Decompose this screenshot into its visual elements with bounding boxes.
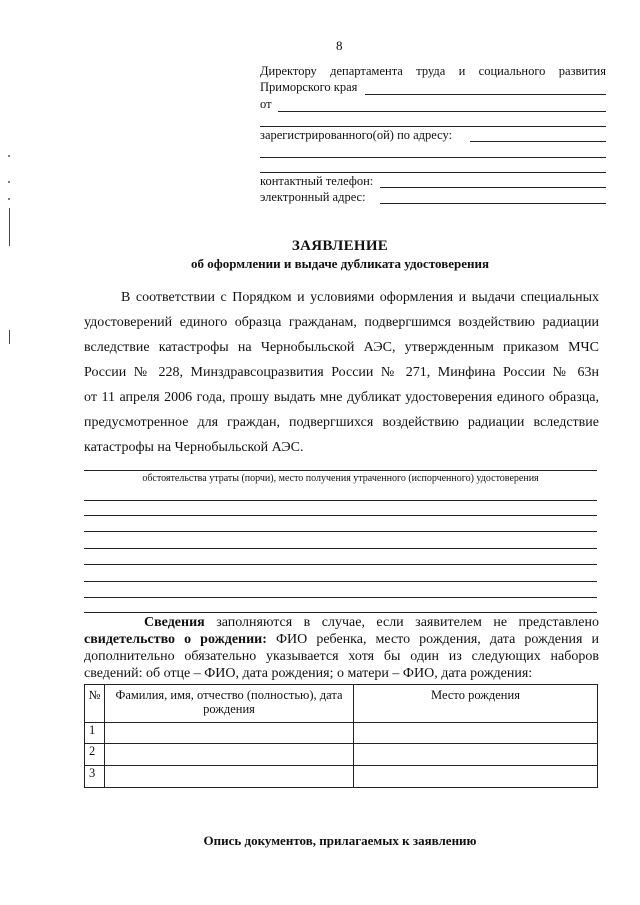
circumstances-line[interactable] <box>84 597 597 598</box>
body-line-7: катастрофы на Чернобыльской АЭС. <box>84 440 304 455</box>
body-line-5: от 11 апреля 2006 года, прошу выдать мне дубликат удостоверения единого образца, <box>84 390 599 405</box>
info-line-3: дополнительно обязательно указывается хотя бы один из следующих наборов <box>84 649 599 664</box>
body-line-6: предусмотренное для граждан, подвергшихся воздействию радиации вследствие <box>84 415 599 430</box>
table-header-num: № <box>85 685 105 723</box>
phone-label: контактный телефон: <box>260 174 374 188</box>
table-cell-name[interactable] <box>105 723 354 744</box>
info-line-2 <box>84 632 599 648</box>
margin-dot <box>8 155 10 157</box>
info-line-4: сведений: об отце – ФИО, дата рождения; о матери – ФИО, дата рождения: <box>84 666 533 681</box>
relatives-table <box>84 684 598 788</box>
info-text-2: ФИО ребенка, место рождения, дата рождения и <box>275 632 600 647</box>
body-line-3: вследствие катастрофы на Чернобыльской АЭС, утвержденным приказом МЧС <box>84 340 599 355</box>
table-cell-name[interactable] <box>105 744 354 766</box>
margin-dot <box>8 181 10 183</box>
table-row <box>85 766 598 788</box>
table-header-place: Место рождения <box>354 685 598 723</box>
margin-mark <box>9 330 10 344</box>
address-line-2[interactable] <box>260 172 606 173</box>
body-line-4: России № 228, Минздравсоцразвития России № 271, Минфина России № 63н <box>84 365 599 380</box>
table-cell-name[interactable] <box>105 766 354 788</box>
table-cell-place[interactable] <box>354 744 598 766</box>
document-subtitle: об оформлении и выдаче дубликата удостоверения <box>190 256 490 271</box>
circumstances-caption: обстоятельства утраты (порчи), место получения утраченного (испорченного) удостоверения <box>142 473 539 484</box>
email-fill-line[interactable] <box>380 203 606 204</box>
addressee-line-2: Приморского края <box>260 80 358 94</box>
circumstances-line[interactable] <box>84 612 597 613</box>
body-line-1: В соответствии с Порядком и условиями оформления и выдачи специальных <box>121 290 599 305</box>
table-cell-num: 2 <box>85 744 105 766</box>
from-fill-line-2[interactable] <box>260 126 606 127</box>
circumstances-line[interactable] <box>84 531 597 532</box>
table-cell-num: 1 <box>85 723 105 744</box>
page-number: 8 <box>336 38 343 53</box>
address-line-1[interactable] <box>260 157 606 158</box>
info-bold-1: Сведения <box>144 615 205 630</box>
circumstances-line[interactable] <box>84 500 597 501</box>
table-row <box>85 744 598 766</box>
email-label: электронный адрес: <box>260 190 366 204</box>
phone-fill-line[interactable] <box>380 187 606 188</box>
circumstances-line[interactable] <box>84 515 597 516</box>
info-text-1: заполняются в случае, если заявителем не представлено <box>216 615 599 630</box>
body-line-2: удостоверений единого образца гражданам, подвергшимся воздействию радиации <box>84 315 599 330</box>
addressee-fill-line[interactable] <box>365 94 606 95</box>
margin-dot <box>8 198 10 200</box>
table-cell-place[interactable] <box>354 766 598 788</box>
table-row <box>85 723 598 744</box>
circumstances-line[interactable] <box>84 581 597 582</box>
document-title: ЗАЯВЛЕНИЕ <box>291 238 389 254</box>
circumstances-line[interactable] <box>84 564 597 565</box>
circumstances-line[interactable] <box>84 548 597 549</box>
info-line-1 <box>144 615 599 631</box>
footer-heading: Опись документов, прилагаемых к заявлению <box>203 833 477 848</box>
table-cell-place[interactable] <box>354 723 598 744</box>
from-fill-line[interactable] <box>278 111 606 112</box>
registered-label: зарегистрированного(ой) по адресу: <box>260 128 453 142</box>
table-cell-num: 3 <box>85 766 105 788</box>
table-header-name: Фамилия, имя, отчество (полностью), дата рождения <box>105 685 354 723</box>
from-label: от <box>260 97 272 111</box>
info-bold-2: свидетельство о рождении: <box>84 632 267 647</box>
addressee-line-1: Директору департамента труда и социального развития <box>260 64 606 78</box>
circumstances-line[interactable] <box>84 470 597 471</box>
registered-fill-line[interactable] <box>470 141 606 142</box>
